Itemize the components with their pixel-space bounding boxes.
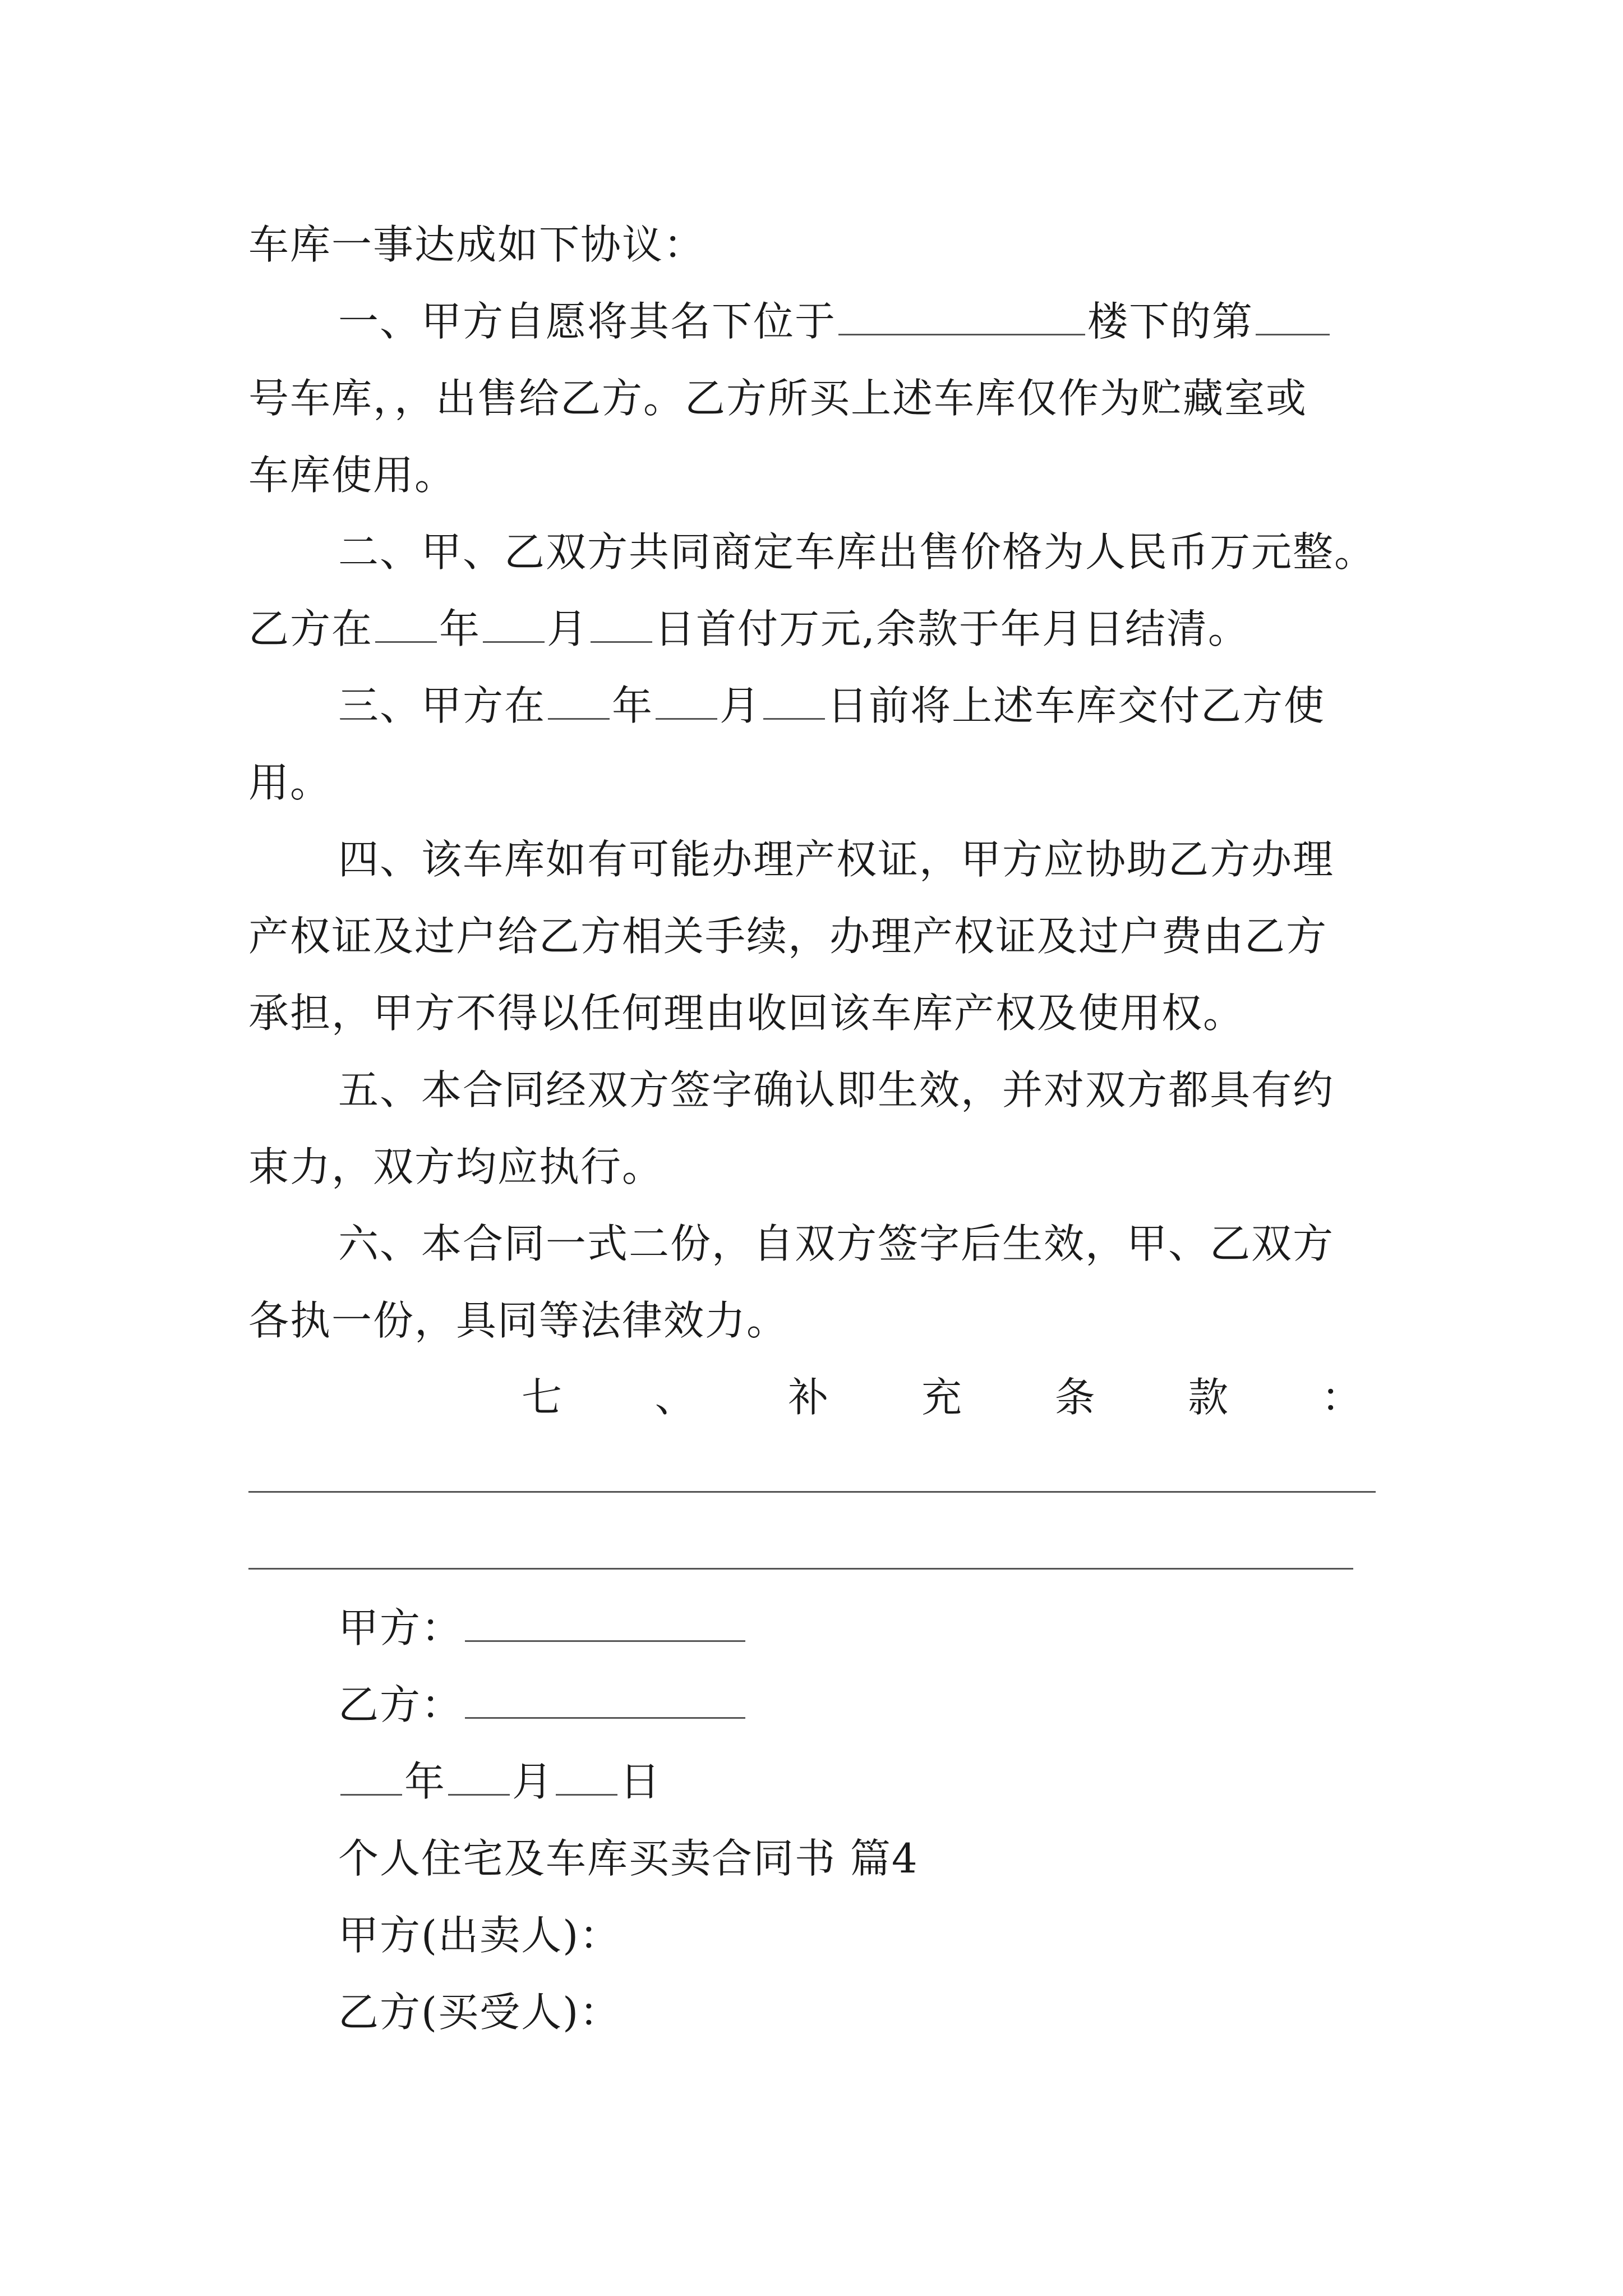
party-a-label: 甲方： [338, 1604, 463, 1651]
article-2-year: 年 [439, 605, 481, 652]
article-7-char: 条 [1054, 1374, 1096, 1421]
intro-line [248, 205, 1393, 284]
article-1-text-a: 一、甲方自愿将其名下位于 [338, 298, 837, 345]
year-blank [340, 1752, 402, 1796]
article-6-text-b: 各执一份，具同等法律效力。 [248, 1297, 789, 1344]
article-2-text-a: 二、甲、乙双方共同商定车库出售价格为人民币万元整。 [338, 528, 1376, 576]
intro-text: 车库一事达成如下协议： [248, 221, 706, 268]
seller-line [338, 1896, 1393, 1975]
date-month: 月 [512, 1758, 554, 1805]
party-b-line [338, 1665, 1393, 1744]
article-3-text-e: 用。 [248, 759, 332, 806]
article-7-char: 款 [1188, 1374, 1230, 1421]
article-1-text-c: 号车库，，出售给乙方。乙方所买上述车库仅作为贮藏室或 [248, 375, 1308, 422]
article-7-char: 、 [654, 1374, 697, 1421]
article-7-char: ： [1321, 1374, 1363, 1421]
article-3-line-1 [338, 666, 1393, 745]
article-5-line-2 [248, 1128, 1393, 1206]
month-blank [483, 600, 545, 643]
article-3-line-2 [248, 743, 1393, 822]
party-b-signature-blank [465, 1676, 745, 1719]
day-blank [763, 677, 825, 720]
next-contract-title [338, 1819, 1393, 1898]
article-1-line-2 [248, 359, 1393, 438]
seller-label: 甲方(出卖人)： [338, 1912, 621, 1959]
supplement-rule-1 [248, 1491, 1376, 1493]
article-2-line-1 [338, 513, 1393, 591]
article-7-char: 补 [788, 1374, 830, 1421]
garage-number-blank [1256, 292, 1330, 335]
article-3-year: 年 [612, 682, 654, 729]
article-7-heading [522, 1358, 1363, 1437]
year-blank [548, 677, 610, 720]
article-5-text-b: 束力，双方均应执行。 [248, 1143, 664, 1190]
article-1-line-3 [248, 436, 1393, 514]
article-3-month: 月 [720, 682, 762, 729]
article-4-text-b: 产权证及过户给乙方相关手续，办理产权证及过户费由乙方 [248, 913, 1328, 960]
article-2-text-e: 日首付万元,余款于年月日结清。 [654, 605, 1249, 652]
article-6-line-1 [338, 1204, 1393, 1283]
article-5-line-1 [338, 1051, 1393, 1129]
day-blank [591, 600, 652, 643]
supplement-rule-2 [248, 1568, 1353, 1570]
signing-date-line [338, 1742, 1393, 1821]
buyer-label: 乙方(买受人)： [338, 1989, 621, 2036]
article-1-text-b: 楼下的第 [1087, 298, 1254, 345]
article-6-text-a: 六、本合同一式二份，自双方签字后生效，甲、乙双方 [338, 1220, 1335, 1267]
buyer-line [338, 1973, 1393, 2051]
month-blank [448, 1752, 510, 1796]
article-4-text-a: 四、该车库如有可能办理产权证，甲方应协助乙方办理 [338, 836, 1335, 883]
article-3-text-a: 三、甲方在 [338, 682, 546, 729]
article-3-text-d: 日前将上述车库交付乙方使 [827, 682, 1326, 729]
article-4-line-3 [248, 974, 1393, 1052]
day-blank [556, 1752, 617, 1796]
party-a-signature-blank [465, 1599, 745, 1642]
article-1-line-1 [338, 282, 1393, 361]
party-b-label: 乙方： [338, 1681, 463, 1728]
party-a-line [338, 1589, 1393, 1667]
article-4-text-c: 承担，甲方不得以任何理由收回该车库产权及使用权。 [248, 990, 1245, 1037]
article-4-line-1 [338, 820, 1393, 899]
next-contract-title-text: 个人住宅及车库买卖合同书 篇4 [338, 1835, 919, 1882]
article-2-month: 月 [547, 605, 589, 652]
location-blank [838, 292, 1085, 335]
article-5-text-a: 五、本合同经双方签字确认即生效，并对双方都具有约 [338, 1066, 1335, 1114]
article-7-char: 充 [921, 1374, 963, 1421]
article-2-text-b: 乙方在 [248, 605, 374, 652]
article-2-line-2 [248, 590, 1393, 668]
date-day: 日 [620, 1758, 662, 1805]
article-4-line-2 [248, 897, 1393, 976]
article-6-line-2 [248, 1281, 1393, 1360]
article-7-char: 七 [522, 1374, 564, 1421]
date-year: 年 [404, 1758, 446, 1805]
article-1-text-d: 车库使用。 [248, 452, 457, 499]
month-blank [656, 677, 717, 720]
year-blank [375, 600, 437, 643]
